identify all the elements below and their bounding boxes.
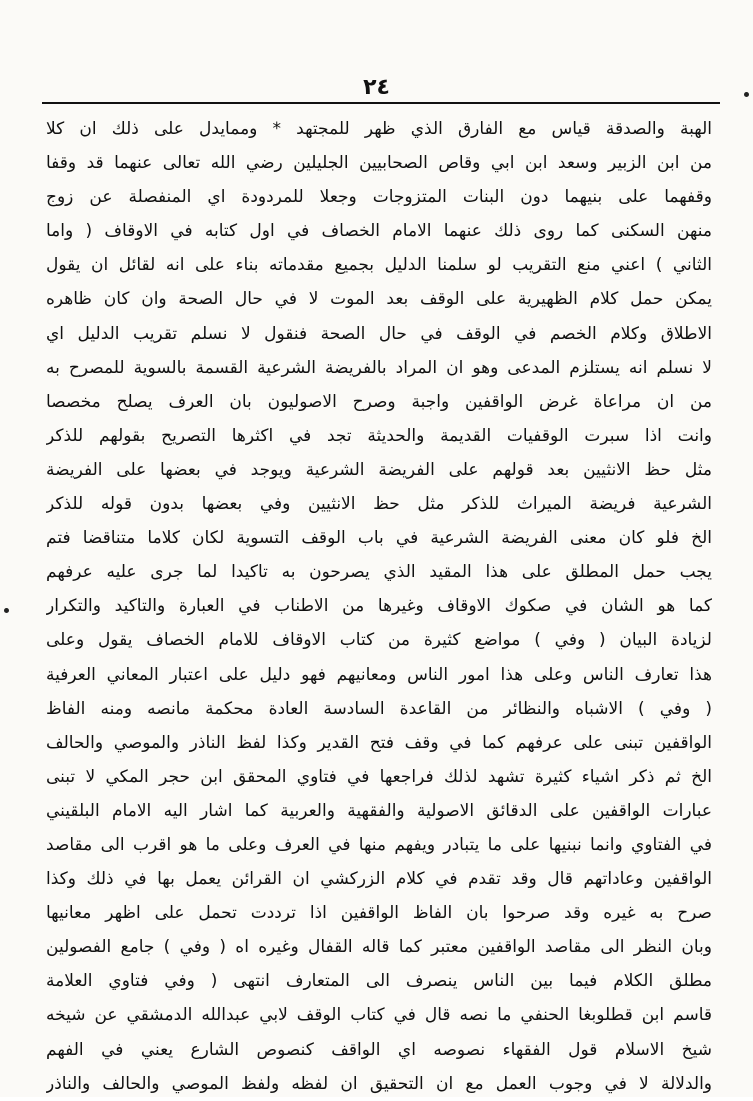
text-line: الواقفين تبنى على عرفهم كما في وقف فتح القدير وكذا لفظ الناذر والموصي والحالف bbox=[46, 732, 712, 753]
text-line: قاسم ابن قطلوبغا الحنفي ما نصه قال في كتاب الوقف لابي عبدالله الدمشقي عن شيخه bbox=[46, 1005, 712, 1026]
text-line: هذا تعارف الناس وعلى هذا امور الناس ومعانيهم فهو دليل على اعتبار المعاني العرفية bbox=[46, 664, 712, 685]
text-line: وانت اذا سبرت الوقفيات القديمة والحديثة تجد في اكثرها التصريح بقولهم للذكر bbox=[46, 425, 712, 446]
text-line: الهبة والصدقة قياس مع الفارق الذي ظهر للمجتهد * وممايدل على ذلك ان كلا bbox=[46, 119, 712, 139]
text-line: الاطلاق وكلام الخصم في الوقف في حال الصحة فنقول لا نسلم تقريب الدليل اي bbox=[46, 323, 712, 344]
text-line: الشرعية فريضة الميراث للذكر مثل حظ الانثيين وفي بعضها بدون قوله للذكر bbox=[46, 494, 712, 515]
text-line: شيخ الاسلام قول الفقهاء نصوصه اي الواقف كنصوص الشارع يعني في الفهم bbox=[46, 1039, 712, 1060]
text-line: منهن السكنى كما روى ذلك عنهما الامام الخصاف في اول كتابه في الاوقاف ( واما bbox=[46, 221, 712, 242]
text-line: الثاني ) اعني منع التقريب لو سلمنا الدليل بجميع مقدماته بناء على انه لقائل ان يقول bbox=[46, 255, 712, 276]
margin-dot-left bbox=[4, 608, 9, 613]
text-line: عبارات الواقفين على الدقائق الاصولية والفقهية والعربية كما اشار اليه الامام البلقيني bbox=[46, 800, 712, 821]
margin-dot-top bbox=[744, 92, 749, 97]
text-line: يمكن حمل كلام الظهيرية على الوقف بعد الموت لا في حال الصحة وان كان ظاهره bbox=[46, 289, 712, 310]
text-line: الواقفين وعاداتهم قال وقد تقدم في كلام الزركشي ان القرائن يعمل بها في ذلك وكذا bbox=[46, 869, 712, 890]
page-number: ٢٤ bbox=[363, 75, 390, 100]
text-line: من ابن الزبير وسعد ابن ابي وقاص الصحابيين الجليلين رضي الله تعالى عنهما قد وقفا bbox=[46, 153, 712, 174]
text-line: وقفهما على بنيهما دون البنات المتزوجات وجعلا للمردودة اي المنفصلة عن زوج bbox=[46, 187, 712, 208]
text-line: صرح به غيره وقد صرحوا بان الفاظ الواقفين اذا ترددت تحمل على اظهر معانيها bbox=[46, 903, 712, 924]
text-line: ( وفي ) الاشباه والنظائر من القاعدة السادسة العادة محكمة مانصه ومنه الفاظ bbox=[46, 698, 712, 719]
text-line: مطلق الكلام فيما بين الناس ينصرف الى المتعارف انتهى ( وفي فتاوي العلامة bbox=[46, 971, 712, 992]
text-line: لزيادة البيان ( وفي ) مواضع كثيرة من كتاب الاوقاف للامام الخصاف يقول وعلى bbox=[46, 630, 712, 651]
text-line: كما هو الشان في صكوك الاوقاف وغيرها من الاطناب في العبارة والتاكيد والتكرار bbox=[46, 596, 712, 617]
header-rule bbox=[42, 102, 720, 104]
text-line: لا نسلم انه يستلزم المدعى وهو ان المراد بالفريضة الشرعية القسمة بالسوية للمصرح به bbox=[46, 357, 712, 378]
text-line: يجب حمل المطلق على هذا المقيد الذي يصرحون به تاكيدا لما جرى عليه عرفهم bbox=[46, 562, 712, 583]
text-line: وبان النظر الى مقاصد الواقفين معتبر كما قاله القفال وغيره اه ( وفي ) جامع الفصولين bbox=[46, 937, 712, 958]
text-line: من ان مراعاة غرض الواقفين واجبة وصرح الاصوليون بان العرف يصلح مخصصا bbox=[46, 391, 712, 412]
text-line: الخ فلو كان معنى الفريضة الشرعية في باب الوقف التسوية لكان كلاما متناقضا فتم bbox=[46, 528, 712, 549]
text-line: في الفتاوي وانما نبنيها على ما يتبادر ويفهم منها في العرف وعلى ما هو اقرب الى مقاصد bbox=[46, 834, 712, 855]
text-line: والدلالة لا في وجوب العمل مع ان التحقيق ان لفظه ولفظ الموصي والحالف والناذر bbox=[46, 1073, 712, 1094]
text-line: الخ ثم ذكر اشياء كثيرة تشهد لذلك فراجعها في فتاوي المحقق ابن حجر المكي لا تبنى bbox=[46, 766, 712, 787]
body-text bbox=[46, 112, 712, 1101]
text-line: مثل حظ الانثيين بعد قولهم على الفريضة الشرعية ويوجد في بعضها على الفريضة bbox=[46, 459, 712, 480]
